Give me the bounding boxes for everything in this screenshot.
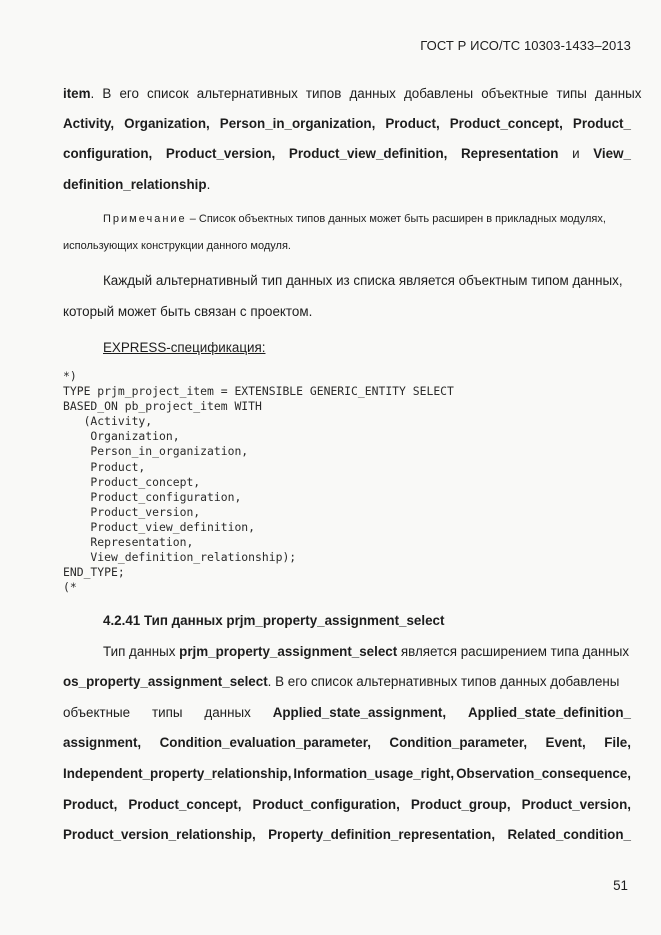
type-name: configuration, — [63, 146, 153, 161]
text-run: данных — [204, 705, 251, 720]
type-name: Information_usage_right, — [293, 766, 455, 781]
express-code-listing: *) TYPE prjm_project_item = EXTENSIBLE GENERIC_ENTITY SELECT BASED_ON pb_project_item WITH (Activity, Organization, Person_in_organization, Product, Product_concept, Product_configuration, Product_version, Product_view_definition, Representation, View_definition_relationship); END_TYPE; (* — [63, 369, 454, 595]
section-title: 4.2.41 Тип данных prjm_property_assignment_select — [103, 613, 445, 628]
note-dash: – — [186, 213, 199, 225]
express-heading: EXPRESS-спецификация: — [103, 340, 266, 355]
text-run: Тип данных — [103, 644, 180, 659]
type-name: assignment, — [63, 735, 142, 750]
type-name: Product_ — [572, 116, 631, 131]
text-run: типы — [152, 705, 183, 720]
type-name: item — [63, 86, 91, 101]
type-name: Applied_state_assignment, — [272, 705, 447, 720]
type-name: Related_condition_ — [507, 827, 631, 842]
paragraph-line — [63, 177, 631, 192]
type-name: Product_configuration, — [252, 797, 400, 812]
type-name: Condition_evaluation_parameter, — [159, 735, 371, 750]
type-name: Product_version, — [165, 146, 276, 161]
paragraph-line — [63, 705, 631, 720]
type-name: Representation — [461, 146, 559, 161]
type-name: Product_version, — [521, 797, 631, 812]
paragraph-line: который может быть связан с проектом. — [63, 304, 313, 319]
note-text: Список объектных типов данных может быть расширен в прикладных модулях, — [198, 213, 606, 225]
type-name: Observation_consequence, — [456, 766, 631, 781]
text-run: является расширением типа данных — [397, 644, 630, 659]
note-label: Примечание — [103, 213, 187, 225]
paragraph-line — [103, 644, 631, 659]
paragraph-line — [63, 766, 631, 781]
note-line: использующих конструкции данного модуля. — [63, 240, 291, 252]
paragraph-line — [63, 86, 642, 101]
paragraph-line: Каждый альтернативный тип данных из списка является объектным типом данных, — [103, 273, 623, 288]
type-name: Event, — [545, 735, 586, 750]
type-name: View_ — [593, 146, 631, 161]
type-name: File, — [604, 735, 631, 750]
type-name: Product_view_definition, — [288, 146, 448, 161]
type-name: Product_group, — [410, 797, 511, 812]
paragraph-line — [63, 797, 631, 812]
paragraph-line — [63, 146, 631, 161]
type-name: Condition_parameter, — [389, 735, 528, 750]
type-name: Applied_state_definition_ — [468, 705, 631, 720]
conjunction: и — [572, 146, 580, 161]
type-name: Product_concept, — [449, 116, 563, 131]
type-name: os_property_assignment_select — [63, 674, 268, 689]
type-name: Property_definition_representation, — [268, 827, 496, 842]
paragraph-line — [63, 827, 631, 842]
text-run: . В его список альтернативных типов данных добавлены — [267, 674, 620, 689]
note — [103, 213, 631, 225]
type-name: prjm_property_assignment_select — [179, 644, 398, 659]
paragraph-line — [63, 674, 631, 689]
text-run: объектные — [63, 705, 131, 720]
document-header: ГОСТ Р ИСО/ТС 10303-1433–2013 — [420, 38, 631, 53]
paragraph-line — [63, 116, 631, 131]
type-name: definition_relationship — [63, 177, 207, 192]
type-name: Activity, — [63, 116, 115, 131]
type-name: Product_version_relationship, — [63, 827, 256, 842]
type-name: Independent_property_relationship, — [63, 766, 292, 781]
page-number: 51 — [613, 878, 628, 893]
text-run: . — [206, 177, 211, 192]
text-run: . В его список альтернативных типов данных добавлены объектные типы данных — [90, 86, 642, 101]
type-name: Product_concept, — [128, 797, 242, 812]
paragraph-line — [63, 735, 631, 750]
type-name: Person_in_organization, — [219, 116, 376, 131]
type-name: Product, — [385, 116, 440, 131]
type-name: Organization, — [124, 116, 210, 131]
type-name: Product, — [63, 797, 118, 812]
